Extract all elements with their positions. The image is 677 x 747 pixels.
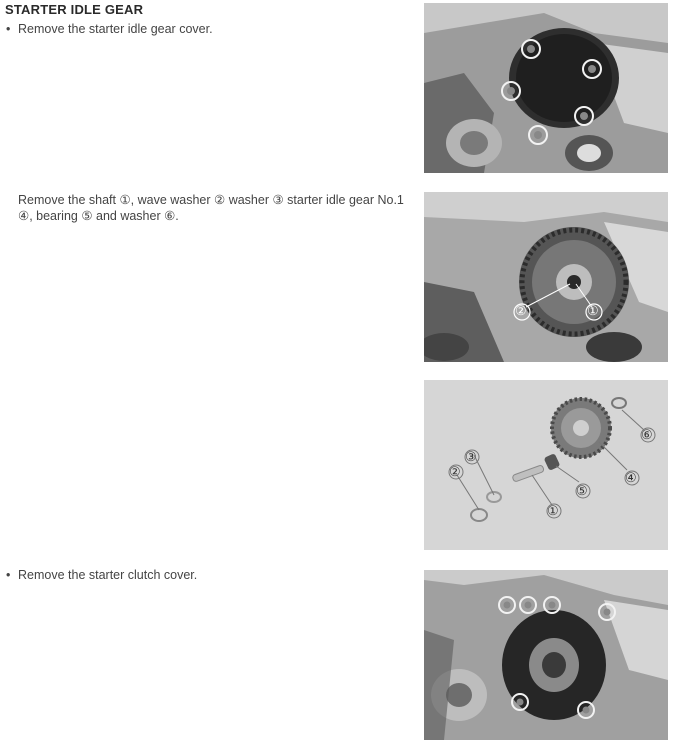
callout-2: ② xyxy=(449,464,461,479)
callout-6: ⑥ xyxy=(641,427,653,442)
step-remove-clutch-cover xyxy=(6,567,406,583)
section-heading: STARTER IDLE GEAR xyxy=(5,2,144,17)
step-remove-cover xyxy=(6,21,406,37)
photo-starter-clutch-cover xyxy=(424,570,668,740)
callout-5: ⑤ xyxy=(576,483,588,498)
photo-exploded-parts xyxy=(424,380,668,550)
step-text: Remove the starter clutch cover. xyxy=(18,568,198,582)
callout-4: ④ xyxy=(625,470,637,485)
photo-idle-gear xyxy=(424,192,668,362)
callout-1: ① xyxy=(547,503,559,518)
bullet: • xyxy=(6,22,11,36)
callout-2: ② xyxy=(515,303,527,318)
step-remove-parts xyxy=(6,192,410,224)
bullet: • xyxy=(6,568,11,582)
photo-idle-gear-cover xyxy=(424,3,668,173)
callout-1: ① xyxy=(587,303,599,318)
bullet xyxy=(6,192,18,208)
step-text: Remove the starter idle gear cover. xyxy=(18,22,213,36)
step-text: Remove the shaft ①, wave washer ② washer ③ starter idle gear No.1 ④, bearing ⑤ and washer ⑥. xyxy=(18,193,404,223)
callout-3: ③ xyxy=(465,449,477,464)
